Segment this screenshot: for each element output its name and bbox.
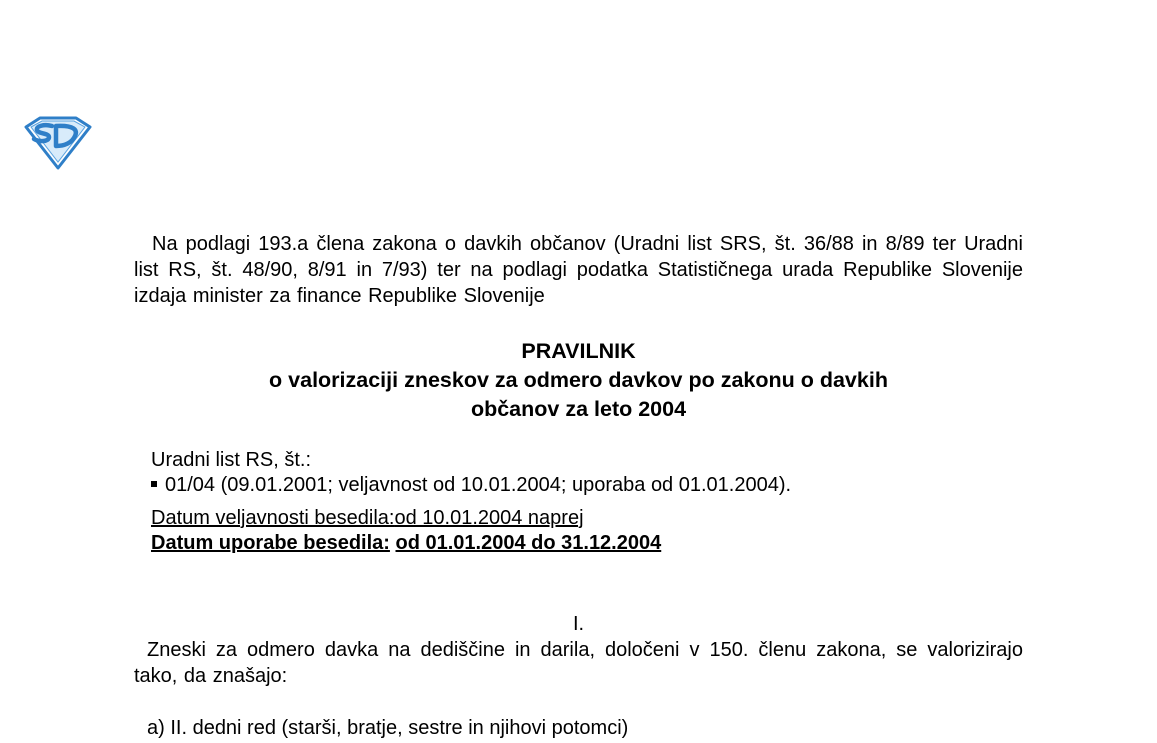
text-dates [134, 506, 1023, 556]
sd-shield-logo-icon [22, 115, 92, 171]
use-date-value: od 01.01.2004 do 31.12.2004 [395, 532, 662, 554]
document-body [134, 231, 1023, 741]
gazette-entry: 01/04 (09.01.2001; veljavnost od 10.01.2004; uporaba od 01.01.2004). [165, 474, 792, 496]
validity-date-row [151, 506, 1023, 531]
validity-date-value: od 10.01.2004 naprej [394, 507, 584, 529]
intro-paragraph: Na podlagi 193.a člena zakona o davkih občanov (Uradni list SRS, št. 36/88 in 8/89 ter Uradni list RS, št. 48/90, 8/91 in 7/93) ter na podlagi podatka Statističnega urada Republike Slovenije izdaja minister za finance Republike Slovenije [134, 233, 1023, 307]
list-item-a: a) II. dedni red (starši, bratje, sestre in njihovi potomci) [147, 717, 629, 739]
gazette-entry-row [151, 473, 1023, 498]
document-title [134, 337, 1023, 424]
validity-date-label: Datum veljavnosti besedila: [151, 507, 395, 529]
sd-logo [22, 115, 92, 171]
use-date-row [151, 531, 1023, 556]
bullet-icon [151, 481, 157, 487]
use-date-label: Datum uporabe besedila: [151, 532, 390, 554]
section-paragraph: Zneski za odmero davka na dediščine in darila, določeni v 150. členu zakona, se valorizirajo tako, da znašajo: [134, 639, 1023, 687]
title-line-2: o valorizaciji zneskov za odmero davkov po zakonu o davkih [269, 368, 888, 392]
gazette-reference [134, 448, 1023, 498]
title-main: PRAVILNIK [521, 339, 636, 363]
gazette-label: Uradni list RS, št.: [151, 449, 312, 471]
title-line-3: občanov za leto 2004 [470, 397, 687, 421]
section-number: I. [572, 613, 585, 635]
